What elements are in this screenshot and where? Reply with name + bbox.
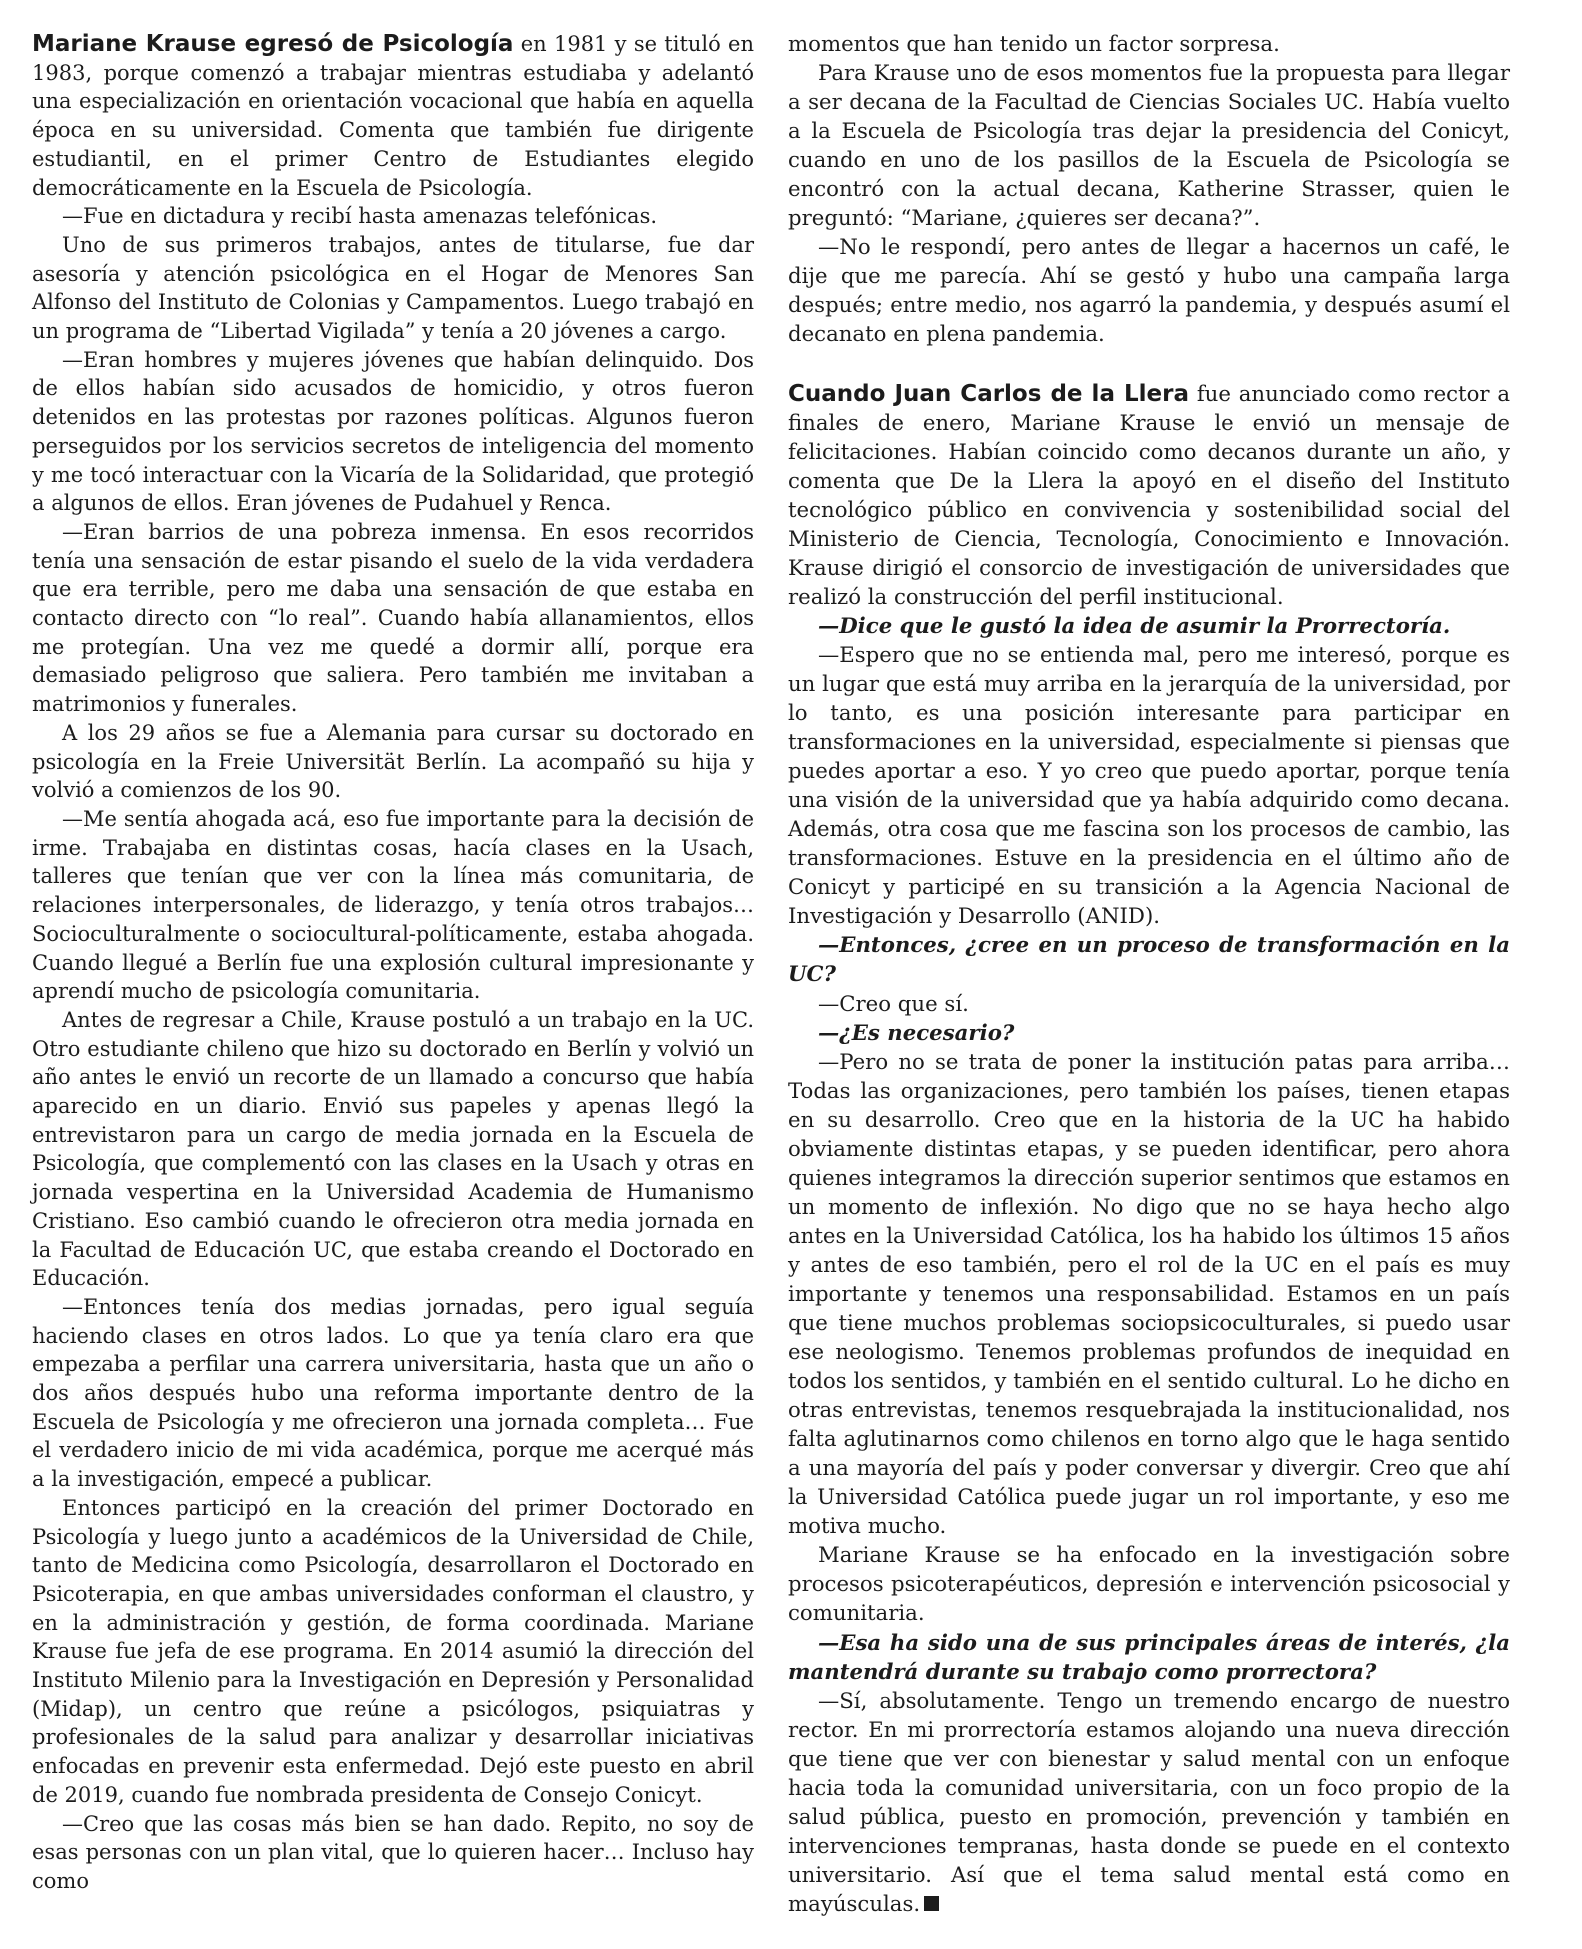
paragraph-text: —Sí, absolutamente. Tengo un tremendo encargo de nuestro rector. En mi prorrectoría estamos alojando una nueva dirección que tiene que ver con bienestar y salud mental con un enfoque hacia toda la comunidad universitaria, con un foco propio de la salud pública, puesto en promoción, prevención y también en intervenciones tempranas, hasta donde se puede en el contexto universitario. Así que el tema salud mental está como en mayúsculas. [788, 1688, 1510, 1917]
answer-paragraph: —Espero que no se entienda mal, pero me interesó, porque es un lugar que está muy arriba en la jerarquía de la universidad, por lo tanto, es una posición interesante para participar en transformaciones en la universidad, especialmente si piensas que puedes aportar a eso. Y yo creo que puedo aportar, porque tenía una visión de la universidad que ya había adquirido como decana. Además, otra cosa que me fascina son los procesos de cambio, las transformaciones. Estuve en la presidencia en el último año de Conicyt y participé en su transición a la Agencia Nacional de Investigación y Desarrollo (ANID). [788, 642, 1510, 930]
quote-paragraph: —Me sentía ahogada acá, eso fue importante para la decisión de irme. Trabajaba en distintas cosas, hacía clases en la Usach, talleres que tenían que ver con la línea más comunitaria, de relaciones interpersonales, de liderazgo, y tenía otros trabajos… Socioculturalmente o sociocultural-políticamente, estaba ahogada. Cuando llegué a Berlín fue una explosión cultural impresionante y aprendí mucho de psicología comunitaria. [32, 806, 754, 1004]
paragraph-text: en 1981 y se tituló en 1983, porque comenzó a trabajar mientras estudiaba y adelantó una especialización en orientación vocacional que había en aquella época en su universidad. Comenta que también fue dirigente estudiantil, en el primer Centro de Estudiantes elegido democráticamente en la Escuela de Psicología. [32, 32, 754, 200]
paragraph: momentos que han tenido un factor sorpresa. [788, 32, 1280, 57]
paragraph: Para Krause uno de esos momentos fue la propuesta para llegar a ser decana de la Facultad de Ciencias Sociales UC. Había vuelto a la Escuela de Psicología tras dejar la presidencia del Conicyt, cuando en uno de los pasillos de la Escuela de Psicología se encontró con la actual decana, Katherine Strasser, quien le preguntó: “Mariane, ¿quieres ser decana?”. [788, 61, 1510, 232]
lead-in: Mariane Krause egresó de Psicología [32, 31, 514, 57]
paragraph: Entonces participó en la creación del primer Doctorado en Psicología y luego junto a académicos de la Universidad de Chile, tanto de Medicina como Psicología, desarrollaron el Doctorado en Psicoterapia, en que ambas universidades conforman el claustro, y en la administración y gestión, de forma coordinada. Mariane Krause fue jefa de ese programa. En 2014 asumió la dirección del Instituto Milenio para la Investigación en Depresión y Personalidad (Midap), un centro que reúne a psicólogos, psiquiatras y profesionales de la salud para analizar y desarrollar iniciativas enfocadas en prevenir esta enfermedad. Dejó este puesto en abril de 2019, cuando fue nombrada presidenta de Consejo Conicyt. [32, 1495, 754, 1807]
interview-question: —¿Es necesario? [818, 1020, 1015, 1046]
quote-paragraph: —Eran barrios de una pobreza inmensa. En esos recorridos tenía una sensación de estar pisando el suelo de la vida verdadera que era terrible, pero me daba una sensación de que estaba en contacto directo con “lo real”. Cuando había allanamientos, ellos me protegían. Una vez me quedé a dormir allí, porque era demasiado peligroso que saliera. Pero también me invitaban a matrimonios y funerales. [32, 519, 754, 717]
paragraph-text: fue anunciado como rector a finales de enero, Mariane Krause le envió un mensaje de felicitaciones. Habían coincido como decanos durante un año, y comenta que De la Llera la apoyó en el diseño del Instituto tecnológico público en convivencia y sostenibilidad social del Ministerio de Ciencia, Tecnología, Conocimiento e Innovación. Krause dirigió el consorcio de investigación de universidades que realizó la construcción del perfil institucional. [788, 381, 1510, 610]
paragraph: Mariane Krause se ha enfocado en la investigación sobre procesos psicoterapéuticos, depresión e intervención psicosocial y comunitaria. [788, 1543, 1510, 1627]
end-mark-icon [924, 1896, 939, 1911]
right-column [788, 30, 1510, 1919]
quote-paragraph: —Fue en dictadura y recibí hasta amenazas telefónicas. [62, 204, 658, 229]
answer-paragraph [788, 1687, 1510, 1919]
paragraph [32, 30, 754, 202]
paragraph: Uno de sus primeros trabajos, antes de titularse, fue dar asesoría y atención psicológica en el Hogar de Menores San Alfonso del Instituto de Colonias y Campamentos. Luego trabajó en un programa de “Libertad Vigilada” y tenía a 20 jóvenes a cargo. [32, 232, 754, 344]
paragraph: Antes de regresar a Chile, Krause postuló a un trabajo en la UC. Otro estudiante chileno que hizo su doctorado en Berlín y volvió un año antes le envió un recorte de un llamado a concurso que había aparecido en un diario. Envió sus papeles y apenas llegó la entrevistaron para un cargo de media jornada en la Escuela de Psicología, que complementó con las clases en la Usach y otras en jornada vespertina en la Universidad Academia de Humanismo Cristiano. Eso cambió cuando le ofrecieron otra media jornada en la Facultad de Educación UC, que estaba creando el Doctorado en Educación. [32, 1007, 754, 1291]
interview-question: —Esa ha sido una de sus principales áreas de interés, ¿la mantendrá durante su trabajo como prorrectora? [788, 1630, 1510, 1685]
answer-paragraph: —Pero no se trata de poner la institución patas para arriba… Todas las organizaciones, pero también los países, tienen etapas en su desarrollo. Creo que en la historia de la UC ha habido obviamente distintas etapas, y se pueden identificar, pero ahora quienes integramos la dirección superior sentimos que estamos en un momento de inflexión. No digo que no se haya hecho algo antes en la Universidad Católica, los ha habido los últimos 15 años y antes de eso también, pero el rol de la UC en el país es muy importante y tenemos una responsabilidad. Estamos en un país que tiene muchos problemas sociopsicoculturales, si puedo usar ese neologismo. Tenemos problemas profundos de inequidad en todos los sentidos, y también en el sentido cultural. Lo he dicho en otras entrevistas, tenemos resquebrajada la institucionalidad, nos falta aglutinarnos como chilenos en torno algo que le haga sentido a una mayoría del país y poder conversar y divergir. Creo que ahí la Universidad Católica puede jugar un rol importante, y eso me motiva mucho. [788, 1049, 1510, 1540]
quote-paragraph: —Creo que las cosas más bien se han dado. Repito, no soy de esas personas con un plan vital, que lo quieren hacer… Incluso hay como [32, 1811, 754, 1893]
quote-paragraph: —No le respondí, pero antes de llegar a hacernos un café, le dije que me parecía. Ahí se gestó y hubo una campaña larga después; entre medio, nos agarró la pandemia, y después asumí el decanato en plena pandemia. [788, 235, 1510, 348]
paragraph: A los 29 años se fue a Alemania para cursar su doctorado en psicología en la Freie Universität Berlín. La acompañó su hija y volvió a comienzos de los 90. [32, 720, 754, 803]
answer-paragraph: —Creo que sí. [818, 991, 969, 1017]
quote-paragraph: —Entonces tenía dos medias jornadas, pero igual seguía haciendo clases en otros lados. Lo que ya tenía claro era que empezaba a perfilar una carrera universitaria, hasta que un año o dos años después hubo una reforma importante dentro de la Escuela de Psicología y me ofrecieron una jornada completa… Fue el verdadero inicio de mi vida académica, porque me acerqué más a la investigación, empecé a publicar. [32, 1294, 754, 1492]
interview-question: —Dice que le gustó la idea de asumir la Prorrectoría. [818, 613, 1451, 639]
interview-question: —Entonces, ¿cree en un proceso de transformación en la UC? [788, 933, 1510, 988]
quote-paragraph: —Eran hombres y mujeres jóvenes que habían delinquido. Dos de ellos habían sido acusados de homicidio, y otros fueron detenidos en las protestas por razones políticas. Algunos fueron perseguidos por los servicios secretos de inteligencia del momento y me tocó interactuar con la Vicaría de la Solidaridad, que protegió a algunos de ellos. Eran jóvenes de Pudahuel y Renca. [32, 347, 754, 516]
lead-in: Cuando Juan Carlos de la Llera [788, 380, 1190, 407]
left-column [32, 30, 754, 1896]
paragraph [788, 380, 1510, 612]
